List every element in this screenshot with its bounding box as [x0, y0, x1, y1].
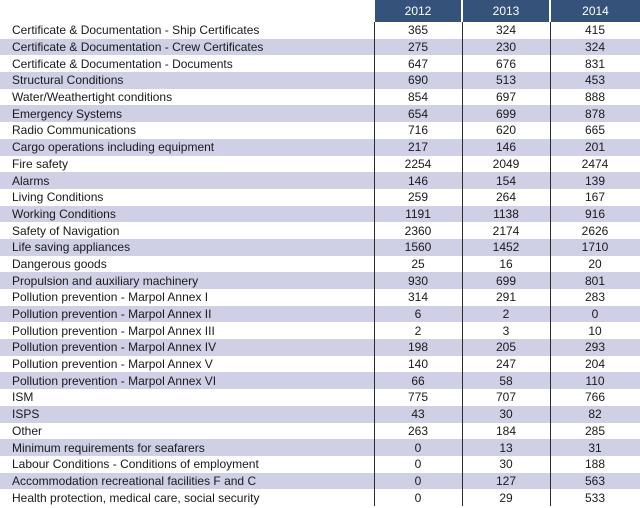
cell-2014: 453	[550, 72, 640, 89]
header-corner	[0, 0, 374, 22]
cell-2012: 2254	[374, 156, 462, 173]
cell-2013: 324	[462, 22, 550, 39]
cell-2014: 2626	[550, 222, 640, 239]
cell-2013: 30	[462, 406, 550, 423]
row-label: Cargo operations including equipment	[12, 140, 215, 155]
cell-2013: 16	[462, 256, 550, 273]
cell-2013: 58	[462, 372, 550, 389]
cell-2012: 275	[374, 39, 462, 56]
cell-2013: 699	[462, 272, 550, 289]
row-label: Living Conditions	[12, 190, 104, 205]
cell-2013: 1452	[462, 239, 550, 256]
row-label: Alarms	[12, 173, 50, 188]
row-label: Pollution prevention - Marpol Annex IV	[12, 340, 217, 355]
cell-2013: 707	[462, 389, 550, 406]
cell-2014: 82	[550, 406, 640, 423]
cell-2014: 415	[550, 22, 640, 39]
cell-2012: 1191	[374, 206, 462, 223]
cell-2014: 2474	[550, 156, 640, 173]
cell-2014: 801	[550, 272, 640, 289]
cell-2014: 324	[550, 39, 640, 56]
header-row	[0, 0, 640, 22]
table-header	[0, 0, 640, 22]
row-label: Accommodation recreational facilities F and C	[12, 473, 257, 488]
table-row	[0, 322, 640, 339]
cell-2014: 831	[550, 55, 640, 72]
cell-2012: 1560	[374, 239, 462, 256]
row-label: Other	[12, 423, 43, 438]
row-label: Structural Conditions	[12, 73, 124, 88]
table-row	[0, 339, 640, 356]
cell-2012: 365	[374, 22, 462, 39]
cell-2012: 654	[374, 105, 462, 122]
cell-2012: 66	[374, 372, 462, 389]
cell-2014: 878	[550, 105, 640, 122]
cell-2012: 930	[374, 272, 462, 289]
row-label: Certificate & Documentation - Ship Certificates	[12, 23, 260, 38]
table-body	[0, 22, 640, 506]
table-row	[0, 122, 640, 139]
table-row	[0, 89, 640, 106]
row-label: Certificate & Documentation - Crew Certificates	[12, 40, 264, 55]
table-row	[0, 55, 640, 72]
cell-2012: 6	[374, 306, 462, 323]
table-row	[0, 306, 640, 323]
cell-2014: 665	[550, 122, 640, 139]
cell-2014: 533	[550, 489, 640, 506]
cell-2012: 140	[374, 356, 462, 373]
cell-2013: 2	[462, 306, 550, 323]
table-row	[0, 139, 640, 156]
cell-2012: 690	[374, 72, 462, 89]
row-label: Health protection, medical care, social security	[12, 490, 260, 505]
table-row	[0, 22, 640, 39]
table-row	[0, 105, 640, 122]
cell-2012: 0	[374, 473, 462, 490]
row-label: Pollution prevention - Marpol Annex III	[12, 323, 215, 338]
cell-2013: 2174	[462, 222, 550, 239]
cell-2012: 2360	[374, 222, 462, 239]
cell-2012: 259	[374, 189, 462, 206]
column-header-2013: 2013	[462, 0, 550, 22]
cell-2014: 20	[550, 256, 640, 273]
table-row	[0, 172, 640, 189]
cell-2014: 285	[550, 423, 640, 440]
row-label: Life saving appliances	[12, 240, 131, 255]
row-label: Pollution prevention - Marpol Annex V	[12, 357, 213, 372]
cell-2014: 31	[550, 439, 640, 456]
table-row	[0, 289, 640, 306]
cell-2013: 230	[462, 39, 550, 56]
cell-2013: 697	[462, 89, 550, 106]
cell-2012: 775	[374, 389, 462, 406]
cell-2013: 513	[462, 72, 550, 89]
row-label: Safety of Navigation	[12, 223, 120, 238]
table-row	[0, 372, 640, 389]
cell-2012: 198	[374, 339, 462, 356]
row-label: ISM	[12, 390, 34, 405]
cell-2012: 0	[374, 456, 462, 473]
cell-2014: 888	[550, 89, 640, 106]
cell-2012: 0	[374, 489, 462, 506]
cell-2014: 110	[550, 372, 640, 389]
cell-2012: 716	[374, 122, 462, 139]
row-label: ISPS	[12, 407, 40, 422]
table-row	[0, 189, 640, 206]
table-row	[0, 473, 640, 490]
row-label: Certificate & Documentation - Documents	[12, 56, 233, 71]
cell-2014: 293	[550, 339, 640, 356]
row-label: Fire safety	[12, 156, 69, 171]
cell-2013: 620	[462, 122, 550, 139]
cell-2012: 146	[374, 172, 462, 189]
cell-2013: 247	[462, 356, 550, 373]
cell-2012: 647	[374, 55, 462, 72]
cell-2013: 2049	[462, 156, 550, 173]
cell-2013: 29	[462, 489, 550, 506]
table-row	[0, 423, 640, 440]
row-label: Radio Communications	[12, 123, 137, 138]
table-row	[0, 72, 640, 89]
cell-2013: 205	[462, 339, 550, 356]
row-label: Minimum requirements for seafarers	[12, 440, 205, 455]
row-label: Emergency Systems	[12, 106, 123, 121]
cell-2013: 184	[462, 423, 550, 440]
row-label: Labour Conditions - Conditions of employment	[12, 457, 259, 472]
cell-2013: 264	[462, 189, 550, 206]
table-row	[0, 206, 640, 223]
cell-2012: 314	[374, 289, 462, 306]
cell-2013: 3	[462, 322, 550, 339]
table-row	[0, 256, 640, 273]
cell-2012: 43	[374, 406, 462, 423]
cell-2014: 204	[550, 356, 640, 373]
cell-2014: 916	[550, 206, 640, 223]
column-header-2012: 2012	[374, 0, 462, 22]
cell-2014: 167	[550, 189, 640, 206]
cell-2013: 154	[462, 172, 550, 189]
cell-2013: 30	[462, 456, 550, 473]
cell-2012: 217	[374, 139, 462, 156]
table-row	[0, 489, 640, 506]
row-label: Working Conditions	[12, 206, 116, 221]
cell-2014: 283	[550, 289, 640, 306]
table-row	[0, 406, 640, 423]
cell-2013: 291	[462, 289, 550, 306]
cell-2012: 25	[374, 256, 462, 273]
table-row	[0, 222, 640, 239]
table-row	[0, 156, 640, 173]
cell-2012: 854	[374, 89, 462, 106]
table-row	[0, 39, 640, 56]
cell-2014: 766	[550, 389, 640, 406]
cell-2013: 146	[462, 139, 550, 156]
table-row	[0, 389, 640, 406]
column-header-2014: 2014	[550, 0, 640, 22]
cell-2014: 0	[550, 306, 640, 323]
row-label: Pollution prevention - Marpol Annex I	[12, 290, 209, 305]
cell-2014: 201	[550, 139, 640, 156]
cell-2013: 127	[462, 473, 550, 490]
row-label: Water/Weathertight conditions	[12, 90, 173, 105]
cell-2014: 1710	[550, 239, 640, 256]
cell-2012: 2	[374, 322, 462, 339]
table-row	[0, 456, 640, 473]
table-row	[0, 239, 640, 256]
row-label: Propulsion and auxiliary machinery	[12, 273, 199, 288]
table-row	[0, 272, 640, 289]
cell-2014: 188	[550, 456, 640, 473]
cell-2013: 1138	[462, 206, 550, 223]
table-row	[0, 356, 640, 373]
cell-2014: 10	[550, 322, 640, 339]
cell-2014: 563	[550, 473, 640, 490]
cell-2013: 13	[462, 439, 550, 456]
cell-2014: 139	[550, 172, 640, 189]
cell-2013: 676	[462, 55, 550, 72]
cell-2013: 699	[462, 105, 550, 122]
row-label: Pollution prevention - Marpol Annex II	[12, 307, 212, 322]
cell-2012: 263	[374, 423, 462, 440]
row-label: Pollution prevention - Marpol Annex VI	[12, 373, 217, 388]
cell-2012: 0	[374, 439, 462, 456]
table-row	[0, 439, 640, 456]
row-label: Dangerous goods	[12, 256, 107, 271]
